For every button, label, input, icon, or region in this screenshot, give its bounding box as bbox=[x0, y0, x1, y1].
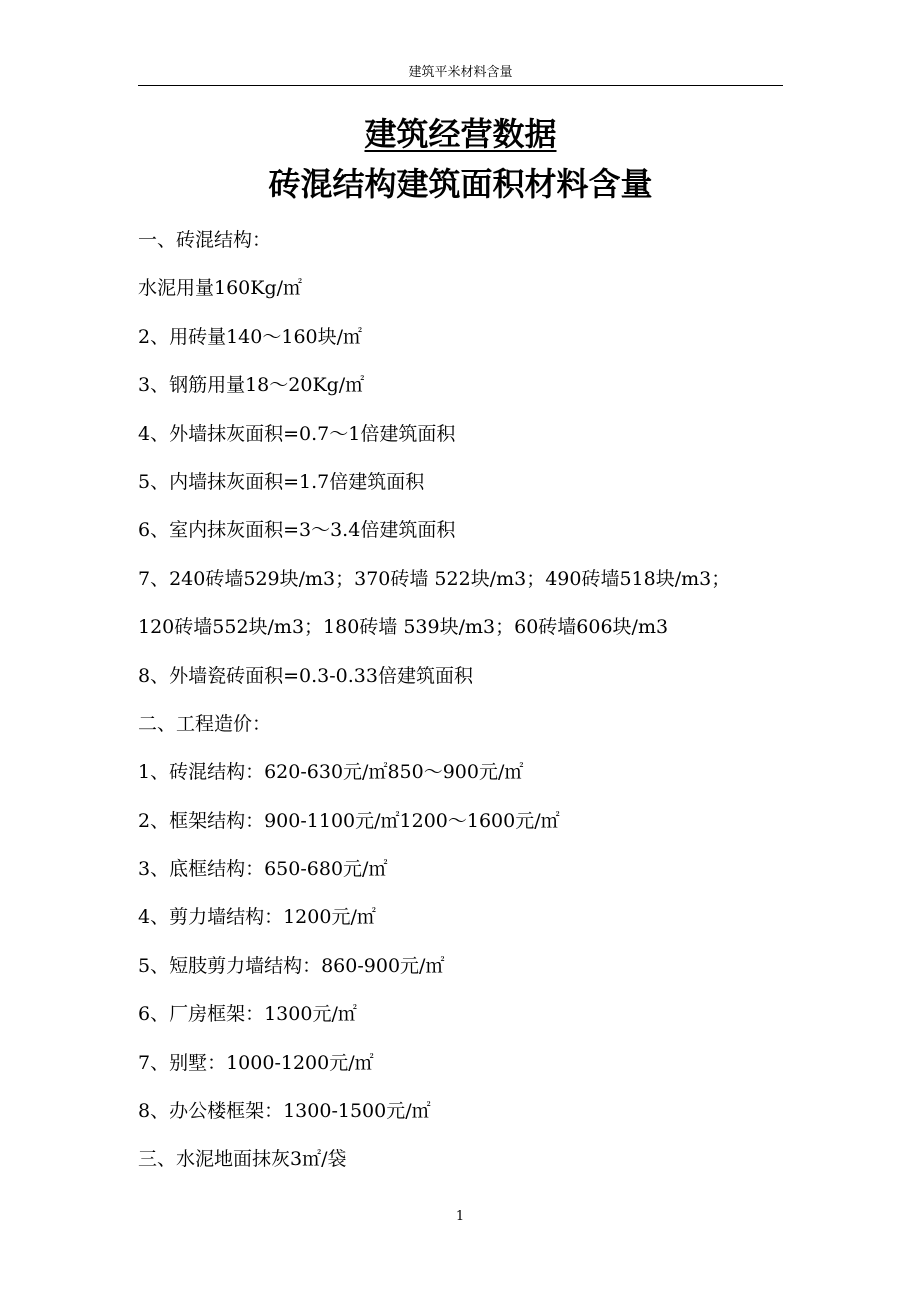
section-heading-project-cost: 二、工程造价： bbox=[138, 712, 272, 735]
body-line: 4、外墙抹灰面积=0.7～1倍建筑面积 bbox=[138, 422, 456, 445]
body-line: 8、外墙瓷砖面积=0.3-0.33倍建筑面积 bbox=[138, 664, 473, 687]
body-line: 7、别墅：1000-1200元/㎡ bbox=[138, 1051, 374, 1074]
body-line: 6、室内抹灰面积=3～3.4倍建筑面积 bbox=[138, 519, 456, 542]
section-heading-brick-structure: 一、砖混结构： bbox=[138, 229, 272, 251]
document-subtitle: 砖混结构建筑面积材料含量 bbox=[268, 165, 653, 203]
body-line: 7、240砖墙529块/m3；370砖墙 522块/m3；490砖墙518块/m3； bbox=[138, 567, 731, 590]
body-line: 5、内墙抹灰面积=1.7倍建筑面积 bbox=[138, 470, 425, 493]
body-line: 2、框架结构：900-1100元/㎡1200～1600元/㎡ bbox=[138, 809, 560, 832]
body-line: 3、底框结构：650-680元/㎡ bbox=[138, 858, 388, 881]
body-line: 1、砖混结构：620-630元/㎡850～900元/㎡ bbox=[138, 761, 524, 784]
section-heading-cement-floor: 三、水泥地面抹灰3㎡/袋 bbox=[138, 1148, 347, 1171]
body-line: 120砖墙552块/m3；180砖墙 539块/m3；60砖墙606块/m3 bbox=[138, 616, 669, 639]
body-line: 6、厂房框架：1300元/㎡ bbox=[138, 1003, 357, 1026]
body-line: 8、办公楼框架：1300-1500元/㎡ bbox=[138, 1100, 431, 1123]
document-title bbox=[138, 110, 783, 158]
body-line: 2、用砖量140～160块/㎡ bbox=[138, 325, 363, 348]
header-rule bbox=[138, 85, 783, 86]
body-line: 3、钢筋用量18～20Kg/㎡ bbox=[138, 374, 365, 397]
page-number: 1 bbox=[455, 1209, 465, 1224]
running-header: 建筑平米材料含量 bbox=[408, 65, 513, 80]
document-body bbox=[138, 216, 788, 1184]
body-line: 水泥用量160Kg/㎡ bbox=[138, 277, 303, 300]
body-line: 4、剪力墙结构：1200元/㎡ bbox=[138, 906, 376, 929]
document-title-text: 建筑经营数据 bbox=[364, 115, 557, 153]
body-line: 5、短肢剪力墙结构：860-900元/㎡ bbox=[138, 954, 445, 977]
